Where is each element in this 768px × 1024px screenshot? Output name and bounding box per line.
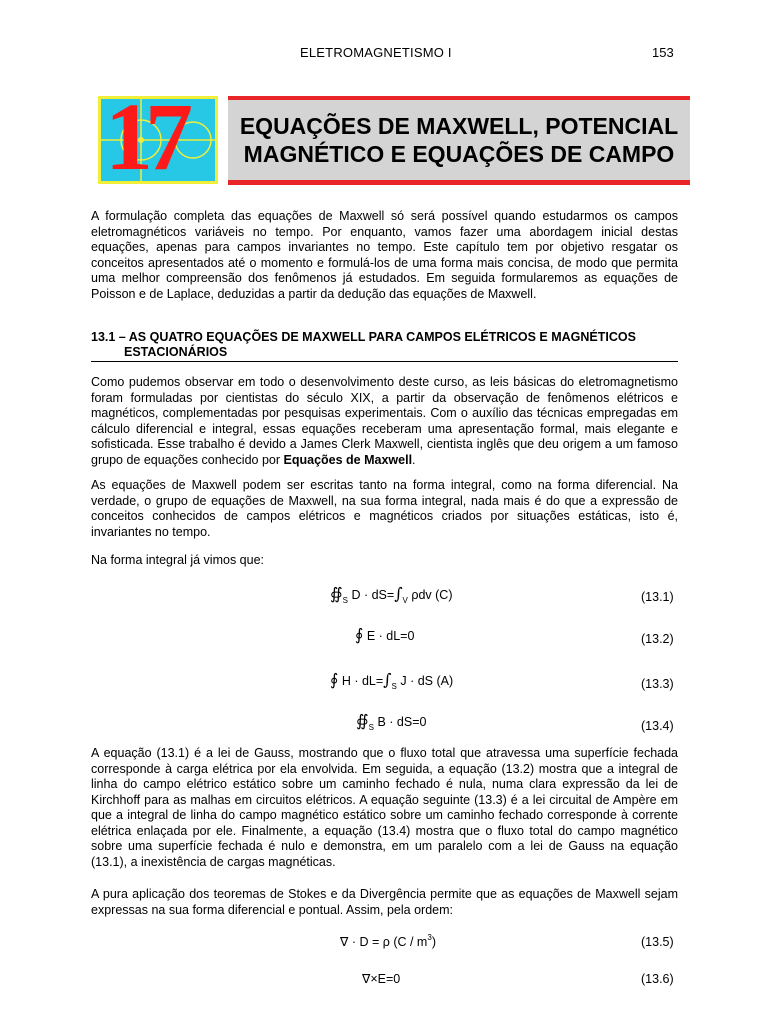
eq4-lhs: B · dS=0 xyxy=(377,715,427,729)
chapter-title-block xyxy=(228,96,690,186)
equation-13-6-number: (13.6) xyxy=(641,972,674,986)
equation-13-3-number: (13.3) xyxy=(641,677,674,691)
equation-13-2-number: (13.2) xyxy=(641,632,674,646)
paragraph-1 xyxy=(91,375,678,468)
section-heading-line2: ESTACIONÁRIOS xyxy=(124,345,228,359)
eq6-text: ∇×E=0 xyxy=(362,972,401,986)
eq1-rhs: ρdv (C) xyxy=(411,588,453,602)
eq3-rhs: J · dS (A) xyxy=(400,674,454,688)
eq5-end: ) xyxy=(431,935,436,949)
equation-13-5 xyxy=(340,933,436,949)
eq1-sub2: V xyxy=(402,596,408,605)
intro-paragraph: A formulação completa das equações de Maxwell só será possível quando estudarmos os campos eletromagnéticos variáveis no tempo. Por enquanto, vamos fazer uma abordagem inicial destas equações, apenas para campos invariantes no tempo. Este capítulo tem por objetivo resgatar os conceitos apresentados até o momento e formulá-los de uma forma mais concisa, de modo que permita uma melhor compreensão dos fenômenos já estudados. Em seguida formularemos as equações de Poisson e de Laplace, deduzidas a partir da dedução das equações de Maxwell. xyxy=(91,209,678,301)
eq1-lhs: D · dS= xyxy=(351,588,395,602)
section-rule xyxy=(91,361,678,362)
page-number: 153 xyxy=(652,45,674,60)
title-bar-bottom xyxy=(228,180,690,185)
paragraph-2: As equações de Maxwell podem ser escritas tanto na forma integral, como na forma diferencial. Na verdade, o grupo de equações de Maxwell, na sua forma integral, nada mais é do que a expressão de conceitos conhecidos de campos elétricos e magnéticos criados por situações estáticas, isto é, invariantes no tempo. xyxy=(91,478,678,539)
paragraph-3: Na forma integral já vimos que: xyxy=(91,553,264,567)
equation-13-1-number: (13.1) xyxy=(641,590,674,604)
equation-13-4 xyxy=(356,711,426,732)
section-heading xyxy=(91,330,678,360)
integral-icon: ∫ xyxy=(394,584,403,603)
page-header-title: ELETROMAGNETISMO I xyxy=(300,45,452,60)
equation-13-5-number: (13.5) xyxy=(641,935,674,949)
closed-line-integral-icon: ∮ xyxy=(330,670,339,689)
chapter-title-line2: MAGNÉTICO E EQUAÇÕES DE CAMPO xyxy=(243,141,675,167)
eq1-sub1: S xyxy=(342,596,348,605)
eq3-lhs: H · dL= xyxy=(341,674,384,688)
chapter-title-line1: EQUAÇÕES DE MAXWELL, POTENCIAL xyxy=(239,113,679,139)
chapter-title xyxy=(228,112,690,168)
equation-13-4-number: (13.4) xyxy=(641,719,674,733)
chapter-number: 17 xyxy=(105,96,185,184)
section-heading-line1: 13.1 – AS QUATRO EQUAÇÕES DE MAXWELL PARA CAMPOS ELÉTRICOS E MAGNÉTICOS xyxy=(91,330,636,344)
eq4-sub1: S xyxy=(368,723,374,732)
paragraph-5: A pura aplicação dos teoremas de Stokes e da Divergência permite que as equações de Maxwell sejam expressas na sua forma diferencial e pontual. Assim, pela ordem: xyxy=(91,887,678,917)
paragraph-1-end: . xyxy=(412,452,416,467)
paragraph-4: A equação (13.1) é a lei de Gauss, mostrando que o fluxo total que atravessa uma superfície fechada corresponde à carga elétrica por ela envolvida. Em seguida, a equação (13.2) mostra que a integral de linha do campo elétrico estático sobre um caminho fechado é nula, numa clara expressão da lei de Kirchhoff para as malhas em circuitos elétricos. A equação seguinte (13.3) é a lei circuital de Ampère em que a integral de linha do campo magnético estático sobre um caminho fechado corresponde à corrente elétrica enlaçada por ele. Finalmente, a equação (13.4) mostra que o fluxo total do campo magnético sobre uma superfície fechada é nulo e demonstra, em um paralelo com a lei de Gauss na equação (13.1), a inexistência de cargas magnéticas. xyxy=(91,746,678,869)
closed-surface-integral-icon: ∯ xyxy=(330,584,343,603)
eq5-sup: 3 xyxy=(427,933,432,942)
paragraph-1-text: Como pudemos observar em todo o desenvolvimento deste curso, as leis básicas do eletromagnetismo foram formuladas por cientistas do século XIX, a partir da observação de fenômenos elétricos e magnéticos, complementadas por pesquisas experimentais. Com o auxílio das técnicas empregadas em cálculo diferencial e integral, essas equações receberam uma apresentação formal, mais elegante e sofisticada. Esse trabalho é devido a James Clerk Maxwell, cientista inglês que deu origem a um famoso grupo de equações conhecido por xyxy=(91,375,678,467)
chapter-badge xyxy=(98,96,218,184)
equation-13-6 xyxy=(362,971,400,986)
paragraph-1-bold: Equações de Maxwell xyxy=(283,452,413,467)
closed-line-integral-icon: ∮ xyxy=(355,625,364,644)
eq5-text: ∇ · D = ρ (C / m xyxy=(340,935,428,949)
equation-13-3 xyxy=(330,670,453,691)
equation-13-2 xyxy=(355,625,414,644)
eq3-sub2: S xyxy=(391,682,397,691)
closed-surface-integral-icon: ∯ xyxy=(356,711,369,730)
integral-icon: ∫ xyxy=(383,670,392,689)
equation-13-1 xyxy=(330,584,453,605)
eq2-lhs: E · dL=0 xyxy=(366,629,415,643)
